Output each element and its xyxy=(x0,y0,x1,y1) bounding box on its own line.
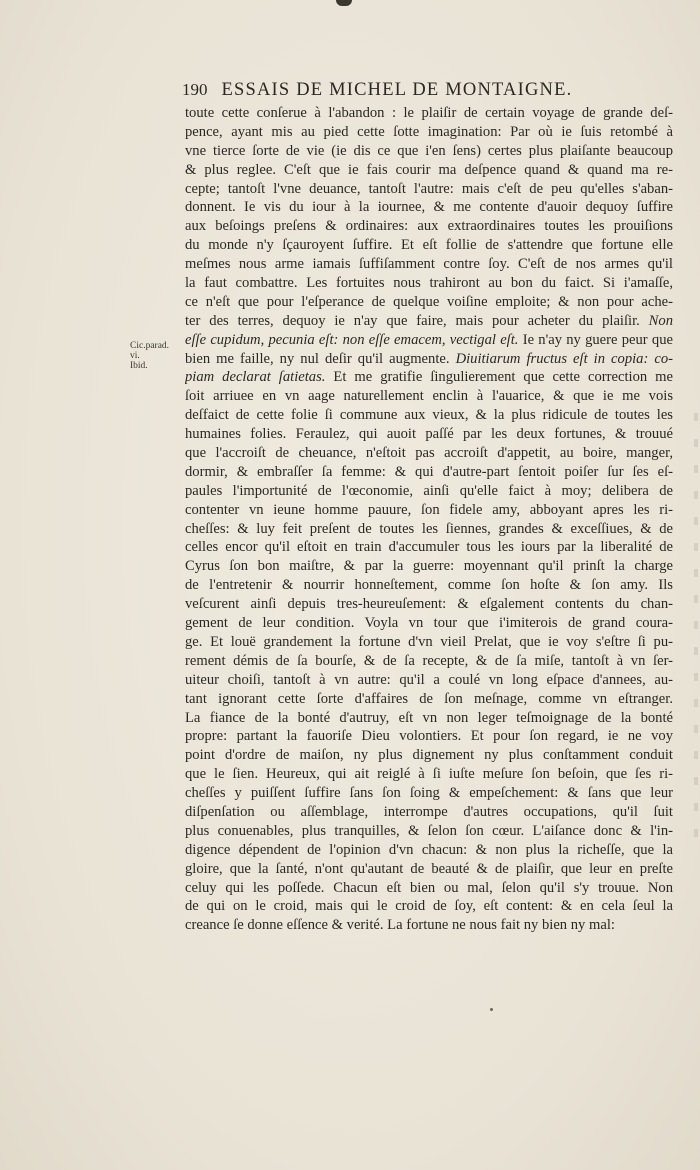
text-line: vne tierce ſorte de vie (ie dis ce que i'en ſens) certes plus plaiſante beaucoup xyxy=(185,142,673,159)
text-line: bien me faille, ny nul deſir qu'il augmente. Diuitiarum fructus eſt in copia: co- xyxy=(185,350,673,367)
text-line: de l'entretenir & nourrir honneſtement, comme ſon hoſte & ſon amy. Ils xyxy=(185,577,673,594)
text-line: cheſſes: & luy feit preſent de toutes les ſiennes, grandes & exceſſiues, & de xyxy=(185,520,673,537)
text-line: rement démis de ſa bourſe, & de ſa recepte, & de ſa miſe, tantoſt à vn ſer- xyxy=(185,652,673,669)
text-line: cheſſes y puiſſent ſuffire ſans ſon ſoing & empeſchement: & ſans que leur xyxy=(185,785,673,802)
text-line: cepte; tantoſt l'vne deuance, tantoſt l'autre: mais c'eſt de peu qu'elles s'aban- xyxy=(185,180,673,197)
text-line: diſpenſation ou aſſemblage, interrompe d'autres occupations, qu'il ſuit xyxy=(185,803,673,820)
margin-note: vi. xyxy=(130,351,140,361)
text-line: piam declarat ſatietas. Et me gratifie ſingulierement que cette correction me xyxy=(185,369,673,386)
text-line: ter des terres, dequoy ie n'ay que faire, mais pour acheter du plaiſir. Non xyxy=(185,312,673,329)
running-header xyxy=(182,80,662,101)
text-line: celuy qui les poſſede. Chacun eſt bien ou mal, ſelon qu'il s'y trouue. Non xyxy=(185,879,673,896)
text-line: plus conuenables, plus tranquilles, & ſelon ſon cœur. L'aiſance donc & l'in- xyxy=(185,822,673,839)
margin-note: Cic.parad. xyxy=(130,341,170,351)
text-line: deſfaict de cette folie ſi commune aux vieux, & la plus ridicule de toutes les xyxy=(185,407,673,424)
text-line: que l'accroiſt de cheuance, n'eſtoit pas accroiſt d'appetit, au boire, manger, xyxy=(185,445,673,462)
text-line: uiteur choiſi, tantoſt à vn autre: qu'il a coulé vn long eſpace d'annees, au- xyxy=(185,671,673,688)
text-line: eſſe cupidum, pecunia eſt: non eſſe emacem, vectigal eſt. Ie n'ay ny guere peur que xyxy=(185,331,673,348)
running-title: ESSAIS DE MICHEL DE MONTAIGNE. xyxy=(221,80,573,100)
text-line: Cyrus ſon bon maiſtre, & par la guerre: moyennant qu'il prinſt la charge xyxy=(185,558,673,575)
text-line: gement de leur condition. Voyla vn tour que i'imiterois de grand coura- xyxy=(185,615,673,632)
text-line: donnent. Ie vis du iour à la iournee, & me contente d'auoir dequoy ſuffire xyxy=(185,199,673,216)
text-line: veſcurent ainſi depuis tres-heureuſement: & eſgalement contents du chan- xyxy=(185,596,673,613)
text-line: de qui on le croid, mais qui le croid de ſoy, eſt content: & en cela ſeul la xyxy=(185,898,673,915)
text-line: & plus reglee. C'eſt que ie fais courir ma deſpence quand & quand ma re- xyxy=(185,161,673,178)
page-edge xyxy=(694,395,698,855)
text-line: aux beſoings preſens & ordinaires: aux extraordinaires toutes les prouiſions xyxy=(185,218,673,235)
text-line: meſmes nous arme iamais ſuffiſamment contre ſoy. C'eſt de nos armes qu'il xyxy=(185,256,673,273)
text-line: celles encor qu'il eſtoit en train d'accumuler tous les iours par la liberalité de xyxy=(185,539,673,556)
text-line: dormir, & embraſſer ſa femme: & qui d'autre-part ſentoit poiſer ſur ſes eſ- xyxy=(185,463,673,480)
text-line: paules l'importunité de l'œconomie, ainſi qu'elle faict à moy; delibera de xyxy=(185,482,673,499)
text-line: du monde n'y ſçauroyent ſuffire. Et eſt follie de s'attendre que fortune elle xyxy=(185,237,673,254)
margin-notes xyxy=(130,341,184,371)
text-line: creance ſe donne eſſence & verité. La fortune ne nous fait ny bien ny mal: xyxy=(185,917,615,934)
text-line: tant ignorant cette ſorte d'affaires de ſon meſnage, comme vn eſtranger. xyxy=(185,690,673,707)
text-line: ce n'eſt que pour l'eſperance de quelque voiſine emploite; & non pour ache- xyxy=(185,293,673,310)
text-line: point d'ordre de maiſon, ny plus dignement ny plus conſtamment conduit xyxy=(185,747,673,764)
text-line: gloire, que la ſanté, n'ont qu'autant de beauté & de plaiſir, que leur en preſte xyxy=(185,860,673,877)
text-line: pence, ayant mis au pied cette ſotte imagination: Par où ie ſuis retombé à xyxy=(185,123,673,140)
text-line: toute cette conſerue à l'abandon : le plaiſir de certain voyage de grande deſ- xyxy=(185,105,673,121)
text-line: humaines folies. Feraulez, qui auoit paſſé par les deux fortunes, & trouué xyxy=(185,426,673,443)
text-line: La fiance de la bonté d'autruy, eſt vn non leger teſmoignage de la bonté xyxy=(185,709,673,726)
text-line: digence dépendent de l'opinion d'vn chacun: & non plus la richeſſe, que la xyxy=(185,841,673,858)
text-line: que le ſien. Heureux, qui ait reiglé à ſi iuſte meſure ſon beſoin, que ſes ri- xyxy=(185,766,673,783)
text-line: ge. Et louë grandement la fortune d'vn vieil Prelat, que ie voy s'eſtre ſi pu- xyxy=(185,633,673,650)
margin-note: Ibid. xyxy=(130,361,148,371)
text-line: la faut combattre. Les fortuites nous trahiront au bon du faict. Si i'amaſſe, xyxy=(185,275,673,292)
paper-speck xyxy=(490,1008,493,1011)
page-number: 190 xyxy=(182,80,208,99)
text-line: propre: partant la fauoriſe Dieu volontiers. Et pour ſon regard, ie ne voy xyxy=(185,728,673,745)
ink-blot xyxy=(336,0,352,6)
body-text xyxy=(185,104,673,935)
text-line: ſoit arriuee en vn aage naturellement enclin à l'auarice, & que ie me vois xyxy=(185,388,673,405)
text-line: contenter vn ieune homme pauure, ſon fidele amy, abboyant apres les ri- xyxy=(185,501,673,518)
